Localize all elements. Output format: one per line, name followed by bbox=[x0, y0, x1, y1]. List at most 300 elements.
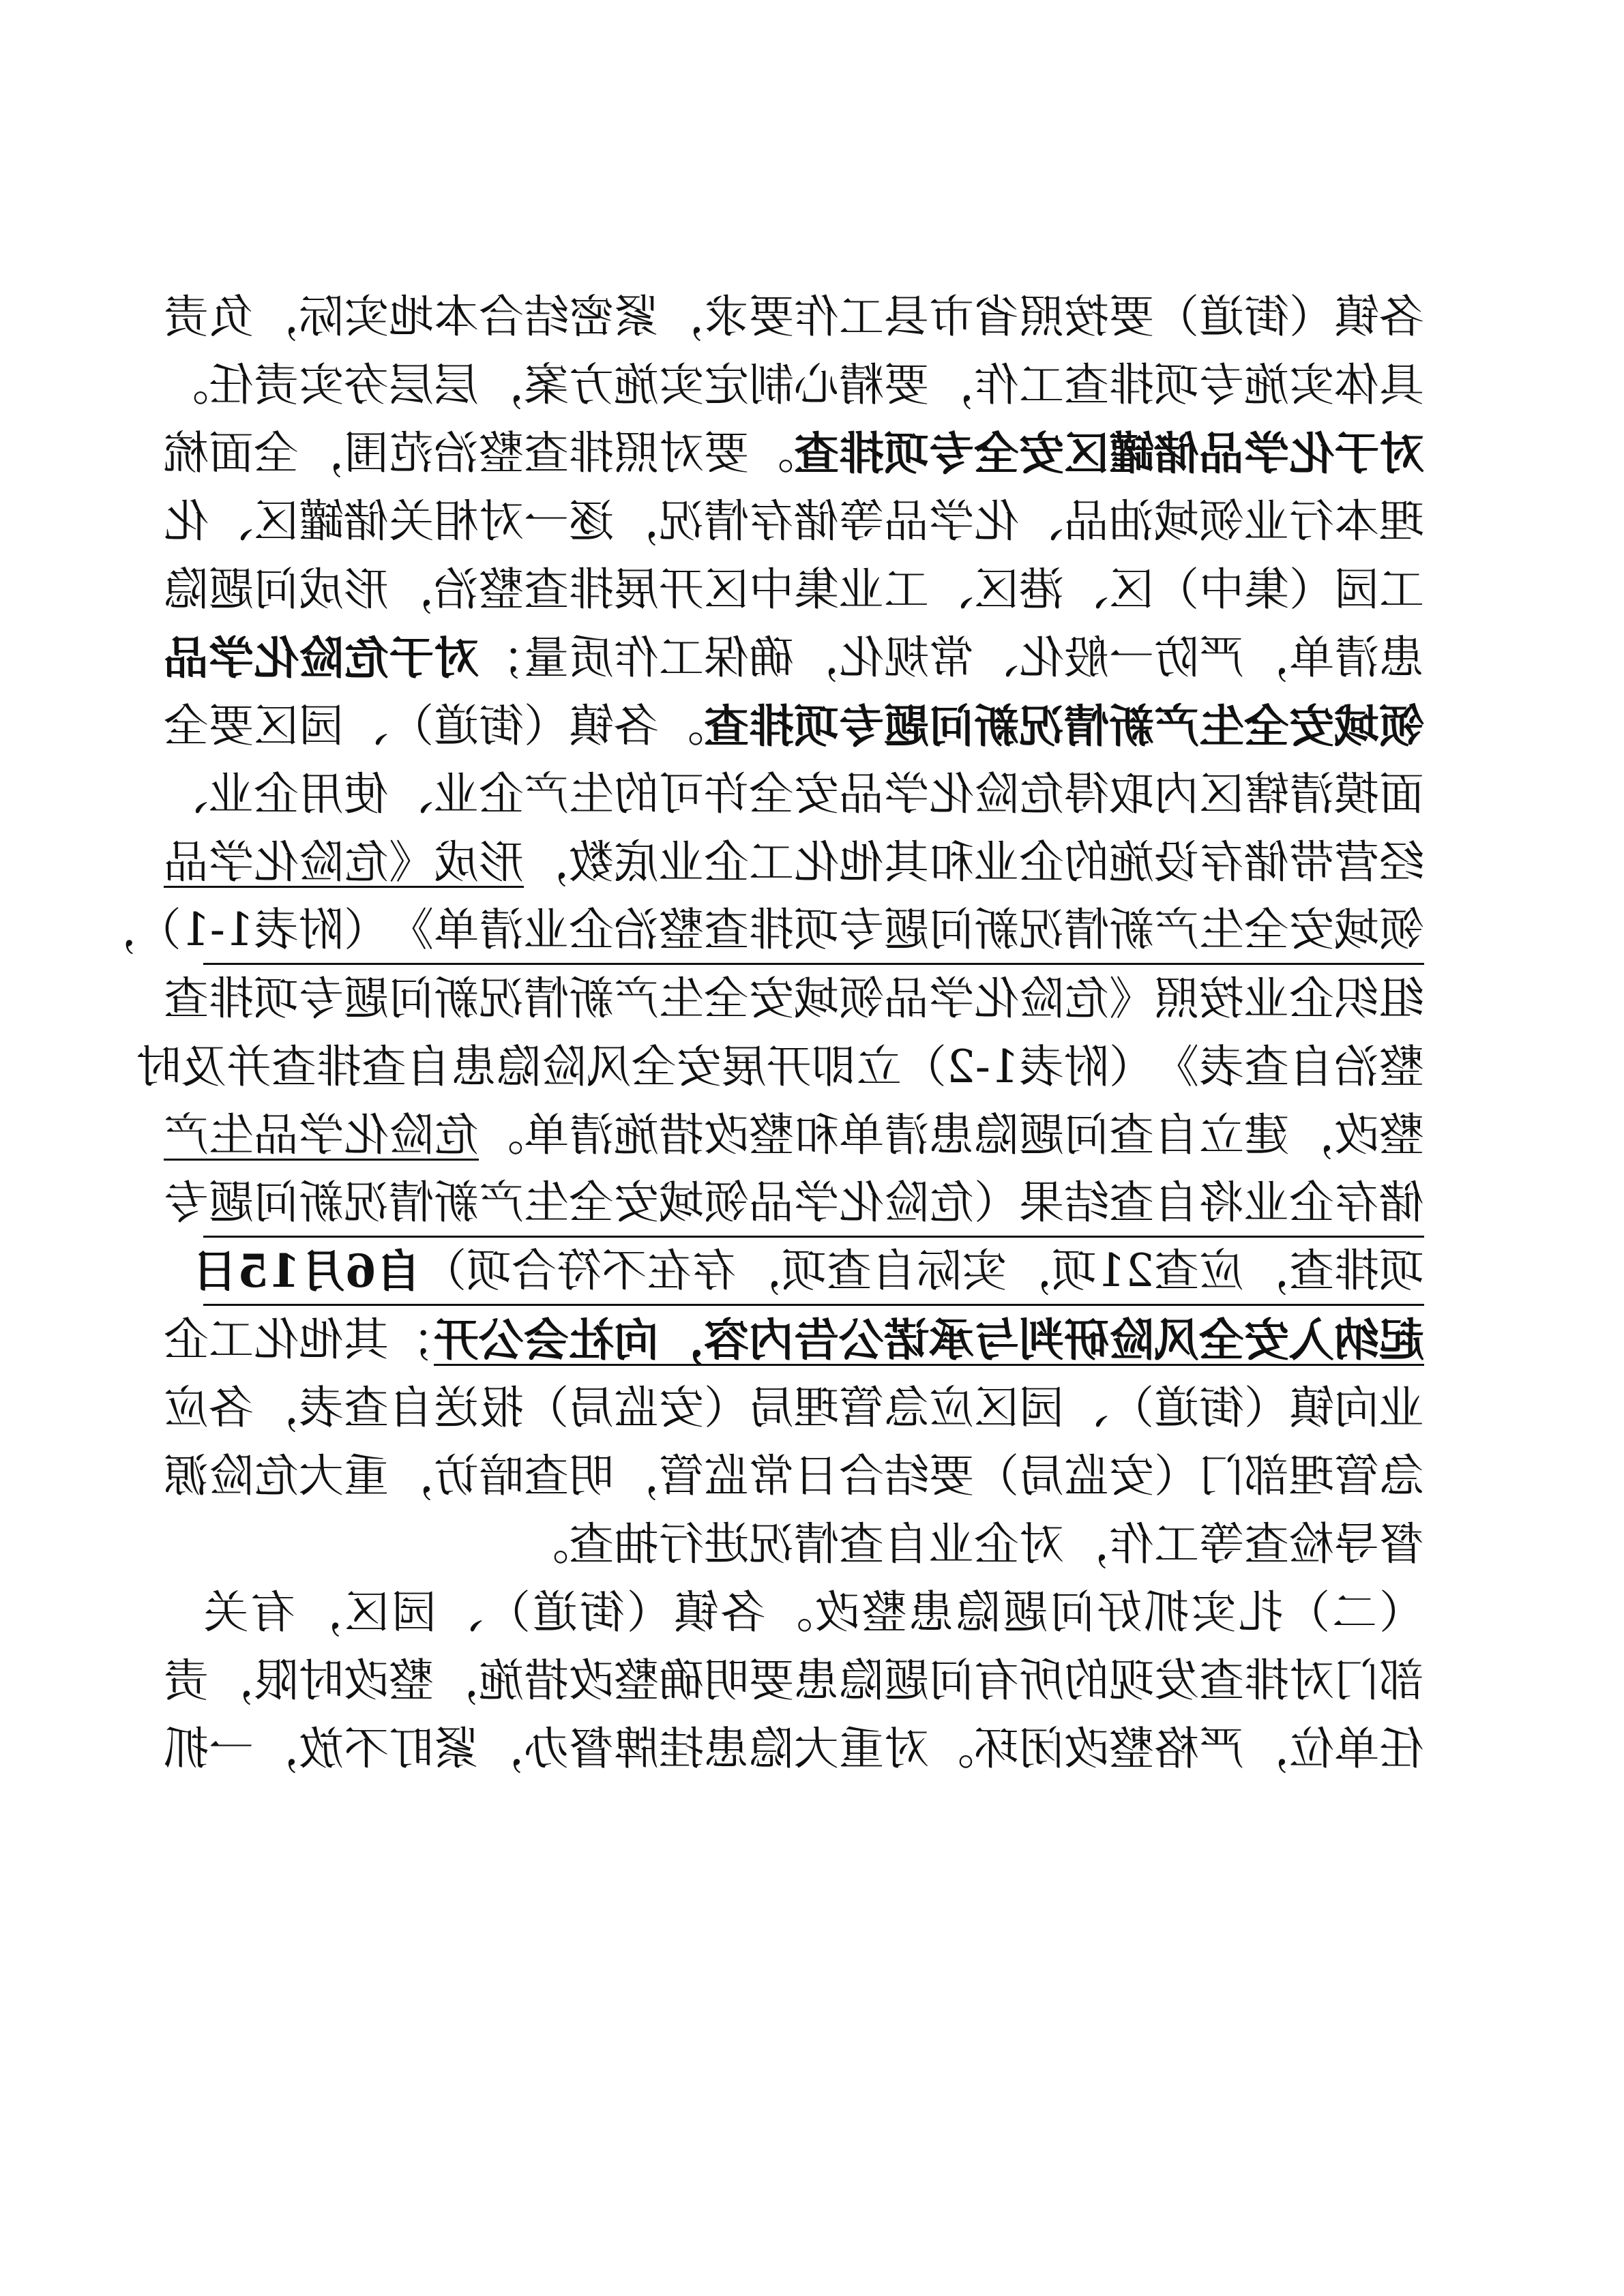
text-char: 立 bbox=[1199, 1109, 1244, 1161]
text-char: 果 bbox=[1019, 1176, 1064, 1229]
text-char: 密 bbox=[569, 290, 614, 343]
text-char: 限 bbox=[254, 1654, 299, 1707]
text-char: - bbox=[975, 1041, 990, 1093]
text-char: 排 bbox=[749, 903, 794, 956]
text-char: （ bbox=[974, 1176, 1019, 1229]
text-char: 急 bbox=[884, 1382, 929, 1434]
text-char: 区 bbox=[254, 700, 299, 752]
text-char: 质 bbox=[569, 631, 614, 684]
text-char: 局 bbox=[749, 1382, 794, 1434]
text-char: 盯 bbox=[389, 1723, 434, 1775]
text-char: 重 bbox=[839, 1723, 884, 1775]
text-char: 要 bbox=[1109, 290, 1154, 343]
text-char: 整 bbox=[1379, 1041, 1424, 1093]
text-char: 集 bbox=[1244, 563, 1289, 616]
text-char: 企 bbox=[1289, 972, 1334, 1025]
text-char: 区 bbox=[1199, 768, 1244, 820]
text-char: 题 bbox=[884, 700, 929, 753]
text-char: 整 bbox=[749, 1109, 794, 1161]
text-char: 附 bbox=[299, 903, 344, 956]
text-char: ） bbox=[1154, 563, 1199, 616]
text-char: 道 bbox=[532, 1586, 578, 1639]
text-char: 化 bbox=[839, 1176, 884, 1229]
text-char: 隐 bbox=[749, 1723, 794, 1775]
text-char: 全 bbox=[164, 700, 209, 752]
text-char: 风 bbox=[1154, 1313, 1199, 1367]
text-char: 查 bbox=[1109, 1109, 1154, 1161]
text-char: ， bbox=[614, 495, 659, 548]
text-char: ， bbox=[91, 903, 136, 956]
text-char: 园 bbox=[1019, 1382, 1064, 1434]
text-char: ） bbox=[974, 1450, 1019, 1502]
text-char: 结 bbox=[1064, 1176, 1109, 1229]
text-char: ， bbox=[389, 1450, 434, 1502]
text-char: 业 bbox=[1244, 1176, 1289, 1229]
text-char: 清 bbox=[479, 903, 524, 956]
text-char: 好 bbox=[1097, 1586, 1142, 1639]
text-char: 道 bbox=[434, 700, 479, 752]
text-char: 合 bbox=[512, 1244, 557, 1297]
text-char: 重 bbox=[344, 1450, 389, 1502]
text-char: 梳 bbox=[164, 427, 209, 479]
text-char: 街 bbox=[579, 1586, 625, 1639]
text-char: 整 bbox=[861, 1586, 907, 1639]
text-char: ； bbox=[479, 631, 524, 684]
text-char: 整 bbox=[479, 563, 524, 616]
text-char: 查 bbox=[524, 427, 569, 479]
text-line bbox=[192, 1238, 1424, 1306]
text-char: 患 bbox=[929, 1109, 974, 1161]
text-char: 工 bbox=[1019, 359, 1064, 411]
text-char: 危 bbox=[1019, 768, 1064, 820]
text-char: 得 bbox=[1064, 768, 1109, 820]
text-char: 生 bbox=[209, 1109, 254, 1161]
text-char: 5 bbox=[237, 1244, 269, 1298]
text-char: 工 bbox=[659, 631, 704, 684]
text-char: 面 bbox=[1379, 768, 1424, 820]
text-char: 全 bbox=[631, 1041, 677, 1093]
text-char: 排 bbox=[209, 972, 254, 1025]
text-line bbox=[136, 1033, 1424, 1101]
text-char: 夯 bbox=[344, 359, 389, 411]
text-char: 品 bbox=[749, 1176, 794, 1229]
text-char: 一 bbox=[1109, 631, 1154, 684]
text-line bbox=[91, 897, 1424, 965]
text-char: ， bbox=[209, 1654, 254, 1707]
text-char: 办 bbox=[524, 1723, 569, 1775]
text-char: 危 bbox=[254, 1450, 299, 1502]
text-char: 查 bbox=[524, 1450, 569, 1502]
text-char: 保 bbox=[704, 631, 749, 684]
text-char: 中 bbox=[749, 563, 794, 616]
text-char: 规 bbox=[884, 631, 929, 684]
text-char: 安 bbox=[1109, 1450, 1154, 1502]
text-char: 罐 bbox=[1109, 427, 1154, 480]
text-char: 表 bbox=[1019, 1041, 1064, 1093]
text-char: 相 bbox=[434, 495, 479, 548]
text-char: 域 bbox=[1334, 700, 1379, 753]
text-char: 领 bbox=[1379, 903, 1424, 956]
text-char: 抓 bbox=[164, 1723, 209, 1775]
text-char: 区 bbox=[1109, 563, 1154, 616]
text-char: 储 bbox=[1244, 836, 1289, 889]
text-char: 理 bbox=[1379, 495, 1424, 548]
text-char: 督 bbox=[569, 1723, 614, 1775]
text-line bbox=[164, 760, 1424, 829]
text-char: 学 bbox=[209, 631, 254, 685]
text-char: 等 bbox=[839, 495, 884, 548]
text-char: 项 bbox=[467, 1244, 512, 1297]
text-char: 对 bbox=[1379, 427, 1424, 480]
text-char: 整 bbox=[614, 1654, 659, 1707]
text-char: 抽 bbox=[614, 1518, 659, 1570]
text-char: 和 bbox=[929, 836, 974, 889]
text-char: 合 bbox=[839, 1450, 884, 1502]
text-char: 题 bbox=[884, 903, 929, 956]
text-char: 大 bbox=[794, 1723, 839, 1775]
text-char: 学 bbox=[884, 768, 929, 820]
text-char: （ bbox=[1244, 1382, 1289, 1434]
text-char: 危 bbox=[1064, 972, 1109, 1025]
text-char: 取 bbox=[1109, 768, 1154, 820]
text-char: 、 bbox=[209, 495, 254, 548]
text-line bbox=[164, 624, 1424, 692]
text-char: 情 bbox=[524, 972, 569, 1025]
text-char: 辖 bbox=[1244, 768, 1289, 820]
text-char: （ bbox=[344, 903, 389, 956]
text-char: 查 bbox=[1199, 1654, 1244, 1707]
text-char: 化 bbox=[164, 495, 209, 548]
text-char: 关 bbox=[389, 495, 434, 548]
text-char: ） bbox=[901, 1041, 947, 1093]
text-char: 化 bbox=[974, 972, 1019, 1025]
text-char: 区 bbox=[704, 563, 749, 616]
text-char: 范 bbox=[389, 427, 434, 479]
text-char: 患 bbox=[704, 1723, 749, 1775]
text-char: 品 bbox=[164, 631, 209, 685]
text-char: 2 bbox=[946, 1041, 975, 1093]
text-char: 产 bbox=[614, 972, 659, 1025]
text-char: 求 bbox=[704, 290, 749, 343]
text-char: 排 bbox=[316, 1041, 361, 1093]
text-char: 现 bbox=[1109, 1654, 1154, 1707]
text-char: 新 bbox=[434, 1176, 479, 1229]
text-char: 地 bbox=[389, 290, 434, 343]
text-char: 月 bbox=[300, 1244, 346, 1298]
text-char: 、 bbox=[974, 631, 1019, 684]
text-char: 展 bbox=[614, 563, 659, 616]
text-char: 监 bbox=[1064, 1450, 1109, 1502]
text-char: 一 bbox=[524, 495, 569, 548]
text-char: 际 bbox=[917, 1244, 962, 1297]
text-char: 化 bbox=[254, 836, 299, 889]
text-char: 改 bbox=[814, 1586, 860, 1639]
text-char: 开 bbox=[659, 563, 704, 616]
text-char: 诺 bbox=[884, 1313, 929, 1367]
text-char: ， bbox=[434, 1654, 479, 1707]
text-char: 隐 bbox=[839, 1654, 884, 1707]
text-char: ， bbox=[254, 290, 299, 343]
text-char: ， bbox=[299, 427, 344, 479]
text-char: 放 bbox=[299, 1723, 344, 1775]
text-char: 自 bbox=[1154, 1176, 1199, 1229]
text-char: 安 bbox=[1019, 427, 1064, 480]
text-char: 风 bbox=[586, 1041, 632, 1093]
text-char: 理 bbox=[794, 1382, 839, 1434]
text-char: 、 bbox=[344, 700, 389, 752]
text-char: 1 bbox=[990, 1041, 1019, 1093]
text-char: 险 bbox=[209, 1450, 254, 1502]
text-char: 清 bbox=[1334, 631, 1379, 684]
text-char: 送 bbox=[434, 1382, 479, 1434]
text-char: 品 bbox=[1064, 495, 1109, 548]
text-char: 港 bbox=[1019, 563, 1064, 616]
text-char: 将 bbox=[1199, 1176, 1244, 1229]
text-char: 专 bbox=[839, 903, 884, 956]
text-char: 有 bbox=[250, 1586, 296, 1639]
text-char: 自 bbox=[389, 1382, 434, 1434]
text-char: 险 bbox=[541, 1041, 587, 1093]
text-char: 域 bbox=[794, 972, 839, 1025]
text-char: 业 bbox=[209, 768, 254, 820]
text-char: 业 bbox=[974, 836, 1019, 889]
text-char: 查 bbox=[1244, 1041, 1289, 1093]
text-char: 生 bbox=[659, 972, 704, 1025]
text-char: 建 bbox=[1244, 1109, 1289, 1161]
text-char: 《 bbox=[389, 836, 434, 889]
text-char: 要 bbox=[209, 700, 254, 752]
text-char: 有 bbox=[974, 1654, 1019, 1707]
text-char: 明 bbox=[569, 1450, 614, 1502]
text-char: 社 bbox=[569, 1313, 614, 1367]
text-char: 》 bbox=[1154, 1041, 1199, 1093]
text-char: 领 bbox=[839, 972, 884, 1025]
text-char: 措 bbox=[524, 1654, 569, 1707]
text-char: 企 bbox=[569, 903, 614, 956]
text-char: 业 bbox=[839, 563, 884, 616]
text-char: 问 bbox=[929, 1654, 974, 1707]
text-char: 任 bbox=[209, 359, 254, 411]
text-char: 各 bbox=[614, 700, 659, 752]
text-char: 查 bbox=[704, 700, 749, 753]
text-char: 查 bbox=[794, 427, 839, 480]
text-char: 安 bbox=[1244, 1313, 1289, 1367]
text-char: 形 bbox=[479, 836, 524, 889]
text-char: 实 bbox=[1191, 1586, 1237, 1639]
text-char: 患 bbox=[909, 1586, 954, 1639]
text-char: 合 bbox=[479, 290, 524, 343]
text-char: 改 bbox=[569, 1654, 614, 1707]
text-char: （ bbox=[1154, 1450, 1199, 1502]
text-char: 会 bbox=[524, 1313, 569, 1367]
text-char: 况 bbox=[344, 1176, 389, 1229]
text-char: 新 bbox=[974, 700, 1019, 753]
text-char: 区 bbox=[254, 495, 299, 548]
text-char: 容 bbox=[704, 1313, 749, 1367]
text-char: 学 bbox=[794, 1176, 839, 1229]
text-char: 定 bbox=[704, 359, 749, 411]
text-char: 品 bbox=[254, 1109, 299, 1161]
text-char: 形 bbox=[344, 563, 389, 616]
text-char: 患 bbox=[1379, 631, 1424, 684]
text-char: 。 bbox=[767, 1586, 813, 1639]
text-char: 域 bbox=[659, 1176, 704, 1229]
text-char: 域 bbox=[1334, 903, 1379, 956]
text-line bbox=[164, 419, 1424, 488]
text-char: 学 bbox=[1244, 427, 1289, 480]
text-char: 化 bbox=[254, 631, 299, 685]
text-char: 附 bbox=[1064, 1041, 1109, 1093]
text-char: 检 bbox=[1289, 1518, 1334, 1570]
text-char: 实 bbox=[344, 290, 389, 343]
text-char: ， bbox=[1064, 1518, 1109, 1570]
text-char: 况 bbox=[749, 1518, 794, 1570]
text-char: 罐 bbox=[299, 495, 344, 548]
text-char: 单 bbox=[839, 1109, 884, 1161]
text-char: 告 bbox=[794, 1313, 839, 1367]
text-char: 施 bbox=[614, 359, 659, 411]
text-char: 业 bbox=[659, 836, 704, 889]
text-char: 。 bbox=[659, 700, 704, 752]
text-char: 查 bbox=[1109, 1176, 1154, 1229]
text-char: （ bbox=[626, 1586, 672, 1639]
text-char: 安 bbox=[749, 972, 794, 1025]
text-char: 专 bbox=[839, 700, 884, 753]
text-char: 产 bbox=[1154, 700, 1199, 753]
text-char: 、 bbox=[438, 1586, 484, 1639]
text-char: ） bbox=[1285, 1586, 1331, 1639]
text-char: 查 bbox=[524, 563, 569, 616]
text-char: 织 bbox=[1334, 972, 1379, 1025]
text-char: ， bbox=[254, 1723, 299, 1775]
text-char: 作 bbox=[614, 631, 659, 684]
text-char: 危 bbox=[344, 631, 389, 685]
text-line bbox=[164, 692, 1424, 760]
text-line bbox=[164, 1374, 1424, 1442]
text-char: 园 bbox=[391, 1586, 437, 1639]
text-char: 。 bbox=[479, 1109, 524, 1161]
text-char: 《 bbox=[1109, 972, 1154, 1025]
text-char: 自 bbox=[406, 1041, 452, 1093]
text-char: 立 bbox=[856, 1041, 902, 1093]
text-char: 查 bbox=[839, 1518, 884, 1570]
text-char: 企 bbox=[704, 836, 749, 889]
text-char: 患 bbox=[794, 1654, 839, 1707]
text-char: 项 bbox=[1154, 359, 1199, 411]
text-char: 和 bbox=[794, 1109, 839, 1161]
text-char: 问 bbox=[929, 700, 974, 753]
text-char: 表 bbox=[1199, 1041, 1244, 1093]
text-char: 储 bbox=[344, 495, 389, 548]
text-line bbox=[203, 1510, 1424, 1579]
text-char: 查 bbox=[569, 1518, 614, 1570]
text-char: （ bbox=[1109, 1041, 1154, 1093]
text-char: 企 bbox=[479, 768, 524, 820]
text-char: 新 bbox=[1109, 700, 1154, 753]
text-char: 二 bbox=[1332, 1586, 1378, 1639]
text-char: 生 bbox=[524, 1176, 569, 1229]
text-char: 量 bbox=[524, 631, 569, 684]
text-char: 1 bbox=[1097, 1244, 1125, 1297]
text-char: 单 bbox=[1334, 1723, 1379, 1775]
text-char: 自 bbox=[884, 1518, 929, 1570]
text-char: 照 bbox=[614, 427, 659, 479]
text-char: 道 bbox=[1199, 290, 1244, 343]
text-char: 对 bbox=[479, 495, 524, 548]
text-char: 经 bbox=[1379, 836, 1424, 889]
text-char: 的 bbox=[1064, 1654, 1109, 1707]
text-char: 安 bbox=[676, 1041, 722, 1093]
text-char: 源 bbox=[164, 1450, 209, 1502]
text-char: ， bbox=[614, 1450, 659, 1502]
text-char: 隐 bbox=[974, 1109, 1019, 1161]
text-line bbox=[164, 1442, 1424, 1510]
text-char: 挂 bbox=[659, 1723, 704, 1775]
text-char: 街 bbox=[479, 700, 524, 752]
text-char: 题 bbox=[1019, 1109, 1064, 1161]
text-char: 园 bbox=[299, 700, 344, 752]
text-char: 题 bbox=[209, 563, 254, 616]
text-char: 纳 bbox=[1334, 1313, 1379, 1367]
text-char: 体 bbox=[1334, 359, 1379, 411]
text-char: 开 bbox=[434, 1313, 479, 1367]
text-char: 逐 bbox=[569, 495, 614, 548]
text-char: 生 bbox=[1199, 903, 1244, 956]
text-char: 况 bbox=[479, 972, 524, 1025]
text-char: 新 bbox=[1109, 903, 1154, 956]
text-char: 产 bbox=[479, 1176, 524, 1229]
text-line bbox=[164, 965, 1424, 1033]
text-char: 查 bbox=[1244, 1518, 1289, 1570]
text-char: 位 bbox=[1289, 1723, 1334, 1775]
text-char: ， bbox=[524, 836, 569, 889]
text-char: 成 bbox=[299, 563, 344, 616]
text-char: 镇 bbox=[1289, 1382, 1334, 1434]
text-char: 管 bbox=[1334, 1450, 1379, 1502]
text-char: 任 bbox=[1379, 1723, 1424, 1775]
text-char: 。 bbox=[524, 1518, 569, 1570]
text-char: 导 bbox=[1334, 1518, 1379, 1570]
text-char: 问 bbox=[1050, 1586, 1095, 1639]
text-char: 安 bbox=[1289, 700, 1334, 753]
text-char: 研 bbox=[1064, 1313, 1109, 1367]
text-char: 企 bbox=[254, 768, 299, 820]
text-char: 。 bbox=[929, 1723, 974, 1775]
text-char: 本 bbox=[434, 290, 479, 343]
text-char: 问 bbox=[1064, 1109, 1109, 1161]
text-char: 发 bbox=[1154, 1654, 1199, 1707]
text-char: ， bbox=[1244, 631, 1289, 684]
text-char: 2 bbox=[1125, 1244, 1154, 1297]
text-char: 专 bbox=[1199, 359, 1244, 411]
text-char: 镇 bbox=[673, 1586, 719, 1639]
text-line bbox=[164, 1306, 1424, 1374]
text-char: 于 bbox=[389, 631, 434, 685]
text-char: 县 bbox=[884, 290, 929, 343]
text-char: 结 bbox=[524, 290, 569, 343]
text-char: 存 bbox=[749, 495, 794, 548]
text-char: 查 bbox=[827, 1244, 872, 1297]
text-char: 产 bbox=[164, 1109, 209, 1161]
text-line bbox=[164, 1715, 1424, 1783]
text-char: 学 bbox=[929, 972, 974, 1025]
text-char: ， bbox=[659, 290, 704, 343]
text-char: 行 bbox=[659, 1518, 704, 1570]
text-char: 实 bbox=[1289, 359, 1334, 411]
text-char: 全 bbox=[749, 768, 794, 820]
text-char: 常 bbox=[929, 631, 974, 684]
text-char: 危 bbox=[344, 836, 389, 889]
